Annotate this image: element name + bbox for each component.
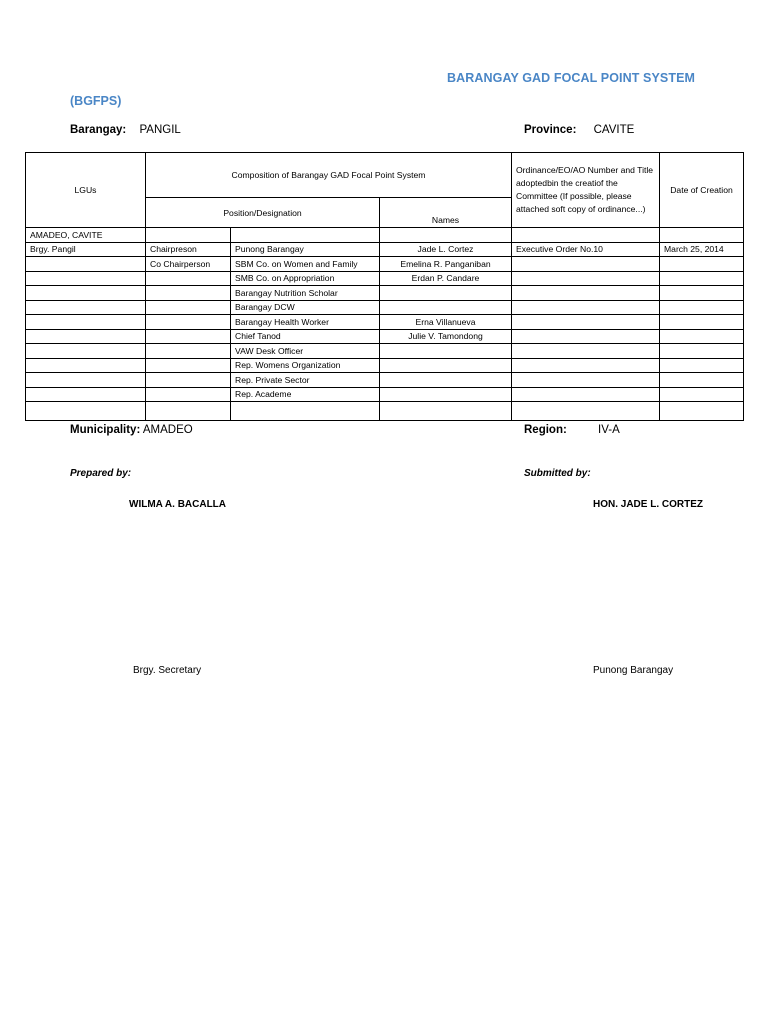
row-date: [660, 271, 744, 286]
row-name: Emelina R. Panganiban: [380, 257, 512, 272]
row-name: [380, 344, 512, 359]
row-position: SMB Co. on Appropriation: [231, 271, 380, 286]
row-name: Julie V. Tamondong: [380, 329, 512, 344]
row-position: Chief Tanod: [231, 329, 380, 344]
row-ordinance: [512, 315, 660, 330]
row-position: Barangay Health Worker: [231, 315, 380, 330]
table-row-empty: [26, 402, 744, 421]
table-row: [26, 358, 744, 373]
row-ordinance: [512, 271, 660, 286]
row-role: [146, 344, 231, 359]
barangay-label: Barangay:: [70, 124, 127, 136]
row-name: [380, 286, 512, 301]
row-name: [380, 373, 512, 388]
row-ordinance: [512, 300, 660, 315]
row-lgu: [26, 344, 146, 359]
row-date: [660, 329, 744, 344]
region-label: Region:: [524, 424, 567, 436]
row-ordinance: [512, 358, 660, 373]
submitted-by-name: HON. JADE L. CORTEZ: [593, 499, 704, 510]
submitted-by-title: Punong Barangay: [593, 665, 674, 676]
row-date: [660, 387, 744, 402]
table-row: [26, 387, 744, 402]
table-row: [26, 242, 744, 257]
row-ordinance: [512, 286, 660, 301]
gad-focal-point-table: [25, 152, 744, 421]
row-ordinance: [512, 257, 660, 272]
header-position: Position/Designation: [146, 198, 380, 228]
row-position: Punong Barangay: [231, 242, 380, 257]
municipality-field: [70, 424, 193, 436]
row-position: Rep. Academe: [231, 387, 380, 402]
row-lgu: [26, 315, 146, 330]
row-role: [146, 315, 231, 330]
table-row: [26, 329, 744, 344]
table-row: [26, 300, 744, 315]
table-row: [26, 344, 744, 359]
row-role: [146, 387, 231, 402]
prepared-by-label: Prepared by:: [70, 468, 132, 479]
row-name: [380, 387, 512, 402]
row-ordinance: [512, 387, 660, 402]
row-role: [146, 300, 231, 315]
row-ordinance: Executive Order No.10: [512, 242, 660, 257]
row-ordinance: [512, 373, 660, 388]
province-field: [524, 124, 634, 136]
region-value: IV-A: [598, 424, 620, 436]
row-position: Rep. Private Sector: [231, 373, 380, 388]
row-lgu: [26, 271, 146, 286]
header-date: Date of Creation: [660, 153, 744, 228]
prepared-by-name: WILMA A. BACALLA: [129, 499, 227, 510]
row-date: [660, 300, 744, 315]
location-row: [26, 228, 744, 243]
barangay-value: PANGIL: [139, 124, 181, 136]
document-acronym: (BGFPS): [70, 94, 122, 108]
table-row: [26, 271, 744, 286]
table-row: [26, 315, 744, 330]
row-date: March 25, 2014: [660, 242, 744, 257]
row-name: [380, 358, 512, 373]
row-lgu: Brgy. Pangil: [26, 242, 146, 257]
prepared-by-title: Brgy. Secretary: [133, 665, 202, 676]
row-position: SBM Co. on Women and Family: [231, 257, 380, 272]
row-date: [660, 315, 744, 330]
province-label: Province:: [524, 124, 577, 136]
row-date: [660, 373, 744, 388]
row-role: [146, 329, 231, 344]
municipality-label: Municipality:: [70, 424, 141, 436]
row-lgu: [26, 257, 146, 272]
row-role: [146, 373, 231, 388]
row-lgu: [26, 373, 146, 388]
submitted-by-label: Submitted by:: [524, 468, 591, 479]
row-name: [380, 300, 512, 315]
row-date: [660, 358, 744, 373]
row-date: [660, 257, 744, 272]
row-lgu: [26, 358, 146, 373]
municipality-value: AMADEO: [142, 424, 193, 436]
header-composition: Composition of Barangay GAD Focal Point System: [146, 153, 512, 198]
row-position: VAW Desk Officer: [231, 344, 380, 359]
location-cell: AMADEO, CAVITE: [26, 228, 146, 243]
row-lgu: [26, 300, 146, 315]
row-role: [146, 358, 231, 373]
table-header-row: [26, 153, 744, 198]
row-date: [660, 344, 744, 359]
row-role: Co Chairperson: [146, 257, 231, 272]
row-lgu: [26, 286, 146, 301]
row-position: Barangay Nutrition Scholar: [231, 286, 380, 301]
row-role: [146, 271, 231, 286]
row-name: Erdan P. Candare: [380, 271, 512, 286]
row-role: Chairpreson: [146, 242, 231, 257]
row-ordinance: [512, 329, 660, 344]
table-row: [26, 257, 744, 272]
row-role: [146, 286, 231, 301]
table-row: [26, 286, 744, 301]
province-value: CAVITE: [593, 124, 635, 136]
region-field: [524, 424, 620, 436]
row-position: Barangay DCW: [231, 300, 380, 315]
header-names: Names: [380, 198, 512, 228]
row-date: [660, 286, 744, 301]
row-position: Rep. Womens Organization: [231, 358, 380, 373]
row-name: Jade L. Cortez: [380, 242, 512, 257]
header-ordinance: Ordinance/EO/AO Number and Title adoptedbin the creatiof the Committee (If possible, please attached soft copy of ordinance...): [512, 153, 660, 228]
row-lgu: [26, 387, 146, 402]
row-lgu: [26, 329, 146, 344]
header-lgus: LGUs: [26, 153, 146, 228]
table-row: [26, 373, 744, 388]
barangay-field: [70, 124, 181, 136]
row-name: Erna Villanueva: [380, 315, 512, 330]
row-ordinance: [512, 344, 660, 359]
document-title: BARANGAY GAD FOCAL POINT SYSTEM: [447, 71, 696, 85]
